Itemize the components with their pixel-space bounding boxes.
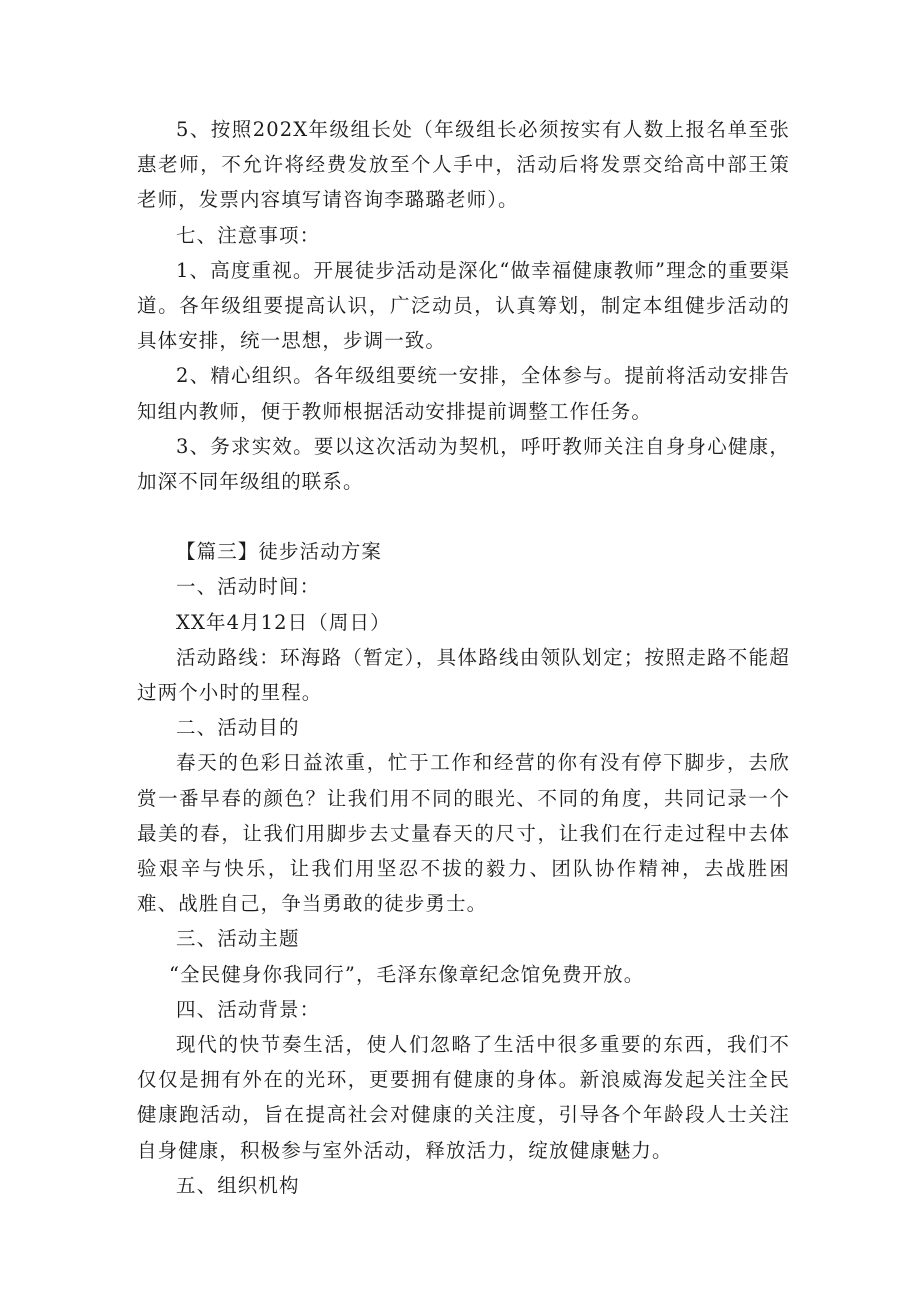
paragraph-note-2: 2、精心组织。各年级组要统一安排，全体参与。提前将活动安排告知组内教师，便于教师根据活动安排提前调整工作任务。 — [137, 364, 790, 423]
heading-activity-background: 四、活动背景： — [176, 997, 321, 1021]
paragraph-note-3: 3、务求实效。要以这次活动为契机，呼吁教师关注自身身心健康，加深不同年级组的联系。 — [137, 434, 790, 494]
heading-activity-time: 一、活动时间： — [176, 575, 321, 599]
paragraph-activity-route: 活动路线：环海路（暂定），具体路线由领队划定；按照走路不能超过两个小时的里程。 — [137, 645, 790, 705]
heading-organization: 五、组织机构 — [176, 1173, 300, 1197]
paragraph-fee-instructions: 5、按照202X年级组长处（年级组长必须按实有人数上报名单至张惠老师，不允许将经费发放至个人手中，活动后将发票交给高中部王策老师，发票内容填写请咨询李璐璐老师）。 — [137, 118, 790, 212]
paragraph-activity-background: 现代的快节奏生活，使人们忽略了生活中很多重要的东西，我们不仅仅是拥有外在的光环，更要拥有健康的身体。新浪威海发起关注全民健康跑活动，旨在提高社会对健康的关注度，引导各个年龄段人士关注自身健康，积极参与室外活动，释放活力，绽放健康魅力。 — [137, 1033, 790, 1162]
heading-activity-purpose: 二、活动目的 — [176, 716, 300, 740]
paragraph-activity-theme: “全民健身你我同行”，毛泽东像章纪念馆免费开放。 — [169, 962, 645, 986]
heading-activity-theme: 三、活动主题 — [176, 927, 300, 951]
activity-date: XX年4月12日（周日） — [176, 610, 391, 634]
paragraph-note-1: 1、高度重视。开展徒步活动是深化“做幸福健康教师”理念的重要渠道。各年级组要提高认识，广泛动员，认真筹划，制定本组健步活动的具体安排，统一思想，步调一致。 — [137, 258, 790, 353]
heading-notes: 七、注意事项： — [176, 223, 321, 247]
paragraph-activity-purpose: 春天的色彩日益浓重，忙于工作和经营的你有没有停下脚步，去欣赏一番早春的颜色？让我们用不同的眼光、不同的角度，共同记录一个最美的春，让我们用脚步去丈量春天的尺寸，让我们在行走过程中去体验艰辛与快乐，让我们用坚忍不拔的毅力、团队协作精神，去战胜困难、战胜自己，争当勇敢的徒步勇士。 — [137, 751, 790, 916]
section-title-part-three: 【篇三】徒步活动方案 — [176, 540, 383, 564]
